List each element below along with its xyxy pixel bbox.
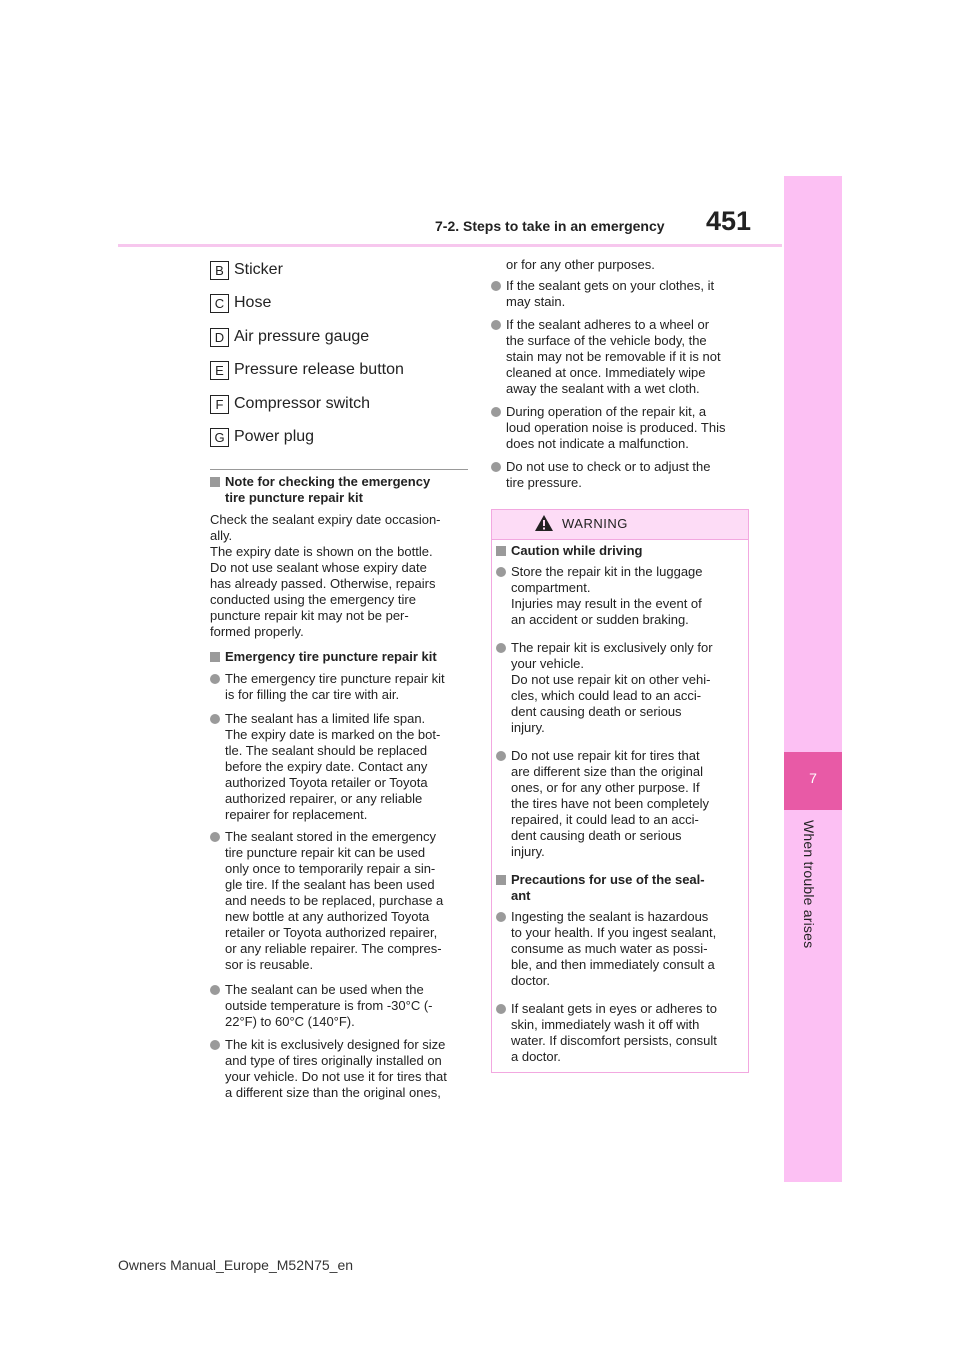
round-bullet-icon bbox=[491, 462, 501, 472]
item-pressure-release-button bbox=[210, 359, 404, 381]
footer-text: Owners Manual_Europe_M52N75_en bbox=[118, 1257, 354, 1273]
bullet-text: The kit is exclusively designed for size and type of tires originally installed on your vehicle. Do not use it for tires that a different size than the original ones, bbox=[225, 1037, 447, 1100]
heading-text: Caution while driving bbox=[511, 543, 643, 558]
section-title: 7-2. Steps to take in an emergency bbox=[435, 218, 665, 234]
round-bullet-icon bbox=[491, 281, 501, 291]
bullet-text: Do not use to check or to adjust the tire pressure. bbox=[506, 459, 711, 490]
square-bullet-icon bbox=[210, 477, 220, 487]
round-bullet-icon bbox=[491, 320, 501, 330]
bullet-item bbox=[210, 671, 472, 703]
round-bullet-icon bbox=[210, 1040, 220, 1050]
bullet-text: The sealant can be used when the outside temperature is from -30°C (- 22°F) to 60°C (140°F). bbox=[225, 982, 433, 1029]
bullet-item bbox=[491, 317, 761, 397]
item-letter: E bbox=[210, 361, 229, 380]
bullet-item bbox=[496, 909, 744, 989]
heading-note-checking-kit bbox=[210, 474, 472, 506]
round-bullet-icon bbox=[496, 751, 506, 761]
bullet-text: The sealant has a limited life span. The expiry date is marked on the bot- tle. The sealant should be replaced before the expiry date. Contact any authorized Toyota retailer or Toyota authorized repairer, or any reliable repairer for replacement. bbox=[225, 711, 441, 822]
heading-caution-driving bbox=[496, 543, 744, 559]
item-label: Power plug bbox=[234, 428, 315, 445]
chapter-side-tab[interactable] bbox=[784, 176, 842, 1182]
bullet-item bbox=[491, 404, 761, 452]
bullet-item bbox=[496, 564, 744, 628]
page-number: 451 bbox=[706, 206, 752, 236]
bullet-text: If the sealant gets on your clothes, it may stain. bbox=[506, 278, 715, 309]
round-bullet-icon bbox=[496, 912, 506, 922]
bullet-text: The repair kit is exclusively only for your vehicle. Do not use repair kit on other vehi- cles, which could lead to an acci- dent causing death or serious injury. bbox=[511, 640, 713, 735]
item-label: Compressor switch bbox=[234, 395, 371, 412]
bullet-text: During operation of the repair kit, a loud operation noise is produced. This does not indicate a malfunction. bbox=[506, 404, 726, 451]
warning-title: WARNING bbox=[562, 516, 628, 531]
chapter-number-box[interactable] bbox=[784, 752, 842, 810]
square-bullet-icon bbox=[496, 875, 506, 885]
bullet-item bbox=[210, 1037, 472, 1101]
bullet-text: The sealant stored in the emergency tire puncture repair kit can be used only once to temporarily repair a sin- gle tire. If the sealant has been used and needs to be replaced, purchase a new bottle at any authorized Toyota retailer or Toyota authorized repairer, or any reliable repairer. The compres- sor is reusable. bbox=[225, 829, 444, 972]
bullet-text: If sealant gets in eyes or adheres to skin, immediately wash it off with water. If discomfort persists, consult a doctor. bbox=[511, 1001, 717, 1064]
bullet-item bbox=[496, 748, 744, 860]
round-bullet-icon bbox=[491, 407, 501, 417]
chapter-label: When trouble arises bbox=[801, 820, 817, 949]
bullet-item bbox=[491, 278, 761, 310]
item-hose bbox=[210, 292, 271, 314]
item-label: Sticker bbox=[234, 261, 283, 278]
round-bullet-icon bbox=[210, 674, 220, 684]
bullet-item bbox=[210, 982, 472, 1030]
item-letter: F bbox=[210, 395, 229, 414]
header-divider bbox=[118, 244, 782, 247]
bullet-item bbox=[496, 1001, 744, 1065]
round-bullet-icon bbox=[496, 567, 506, 577]
bullet-text: Store the repair kit in the luggage compartment. Injuries may result in the event of an accident or sudden braking. bbox=[511, 564, 703, 627]
round-bullet-icon bbox=[210, 832, 220, 842]
bullet-text: If the sealant adheres to a wheel or the surface of the vehicle body, the stain may not be removable if it is not cleaned at once. Immediately wipe away the sealant with a wet cloth. bbox=[506, 317, 721, 396]
item-label: Hose bbox=[234, 294, 272, 311]
round-bullet-icon bbox=[210, 985, 220, 995]
item-label: Air pressure gauge bbox=[234, 328, 370, 345]
item-letter: D bbox=[210, 328, 229, 347]
item-air-pressure-gauge bbox=[210, 326, 369, 348]
chapter-number: 7 bbox=[809, 770, 817, 786]
heading-text: Precautions for use of the seal- ant bbox=[511, 872, 705, 903]
paragraph-expiry-check: Check the sealant expiry date occasion- ally. The expiry date is shown on the bottle. Do not use sealant whose expiry date has already passed. Otherwise, repairs conducted using the emergency tire puncture repair kit may not be per- formed properly. bbox=[210, 512, 441, 639]
item-sticker bbox=[210, 259, 283, 281]
bullet-text: Ingesting the sealant is hazardous to your health. If you ingest sealant, consume as much water as possi- ble, and then immediately consult a doctor. bbox=[511, 909, 717, 988]
bullet-text: Do not use repair kit for tires that are different size than the original ones, or for any other purpose. If the tires have not been completely repaired, it could lead to an acci- dent causing death or serious injury. bbox=[511, 748, 710, 859]
warning-triangle-icon bbox=[534, 514, 554, 532]
heading-text: Note for checking the emergency tire puncture repair kit bbox=[225, 474, 431, 505]
continuation-text: or for any other purposes. bbox=[506, 257, 655, 272]
square-bullet-icon bbox=[496, 546, 506, 556]
heading-text: Emergency tire puncture repair kit bbox=[225, 649, 437, 664]
item-power-plug bbox=[210, 426, 314, 448]
bullet-item bbox=[210, 711, 472, 823]
item-letter: B bbox=[210, 261, 229, 280]
bullet-text: The emergency tire puncture repair kit is for filling the car tire with air. bbox=[225, 671, 445, 702]
item-label: Pressure release button bbox=[234, 361, 404, 378]
bullet-item bbox=[496, 640, 744, 736]
round-bullet-icon bbox=[496, 643, 506, 653]
round-bullet-icon bbox=[496, 1004, 506, 1014]
round-bullet-icon bbox=[210, 714, 220, 724]
item-letter: G bbox=[210, 428, 229, 447]
item-letter: C bbox=[210, 294, 229, 313]
heading-precautions-sealant bbox=[496, 872, 744, 904]
bullet-item bbox=[491, 459, 761, 491]
square-bullet-icon bbox=[210, 652, 220, 662]
heading-emergency-kit bbox=[210, 649, 472, 665]
bullet-item bbox=[210, 829, 472, 973]
section-divider bbox=[210, 469, 468, 470]
item-compressor-switch bbox=[210, 393, 370, 415]
